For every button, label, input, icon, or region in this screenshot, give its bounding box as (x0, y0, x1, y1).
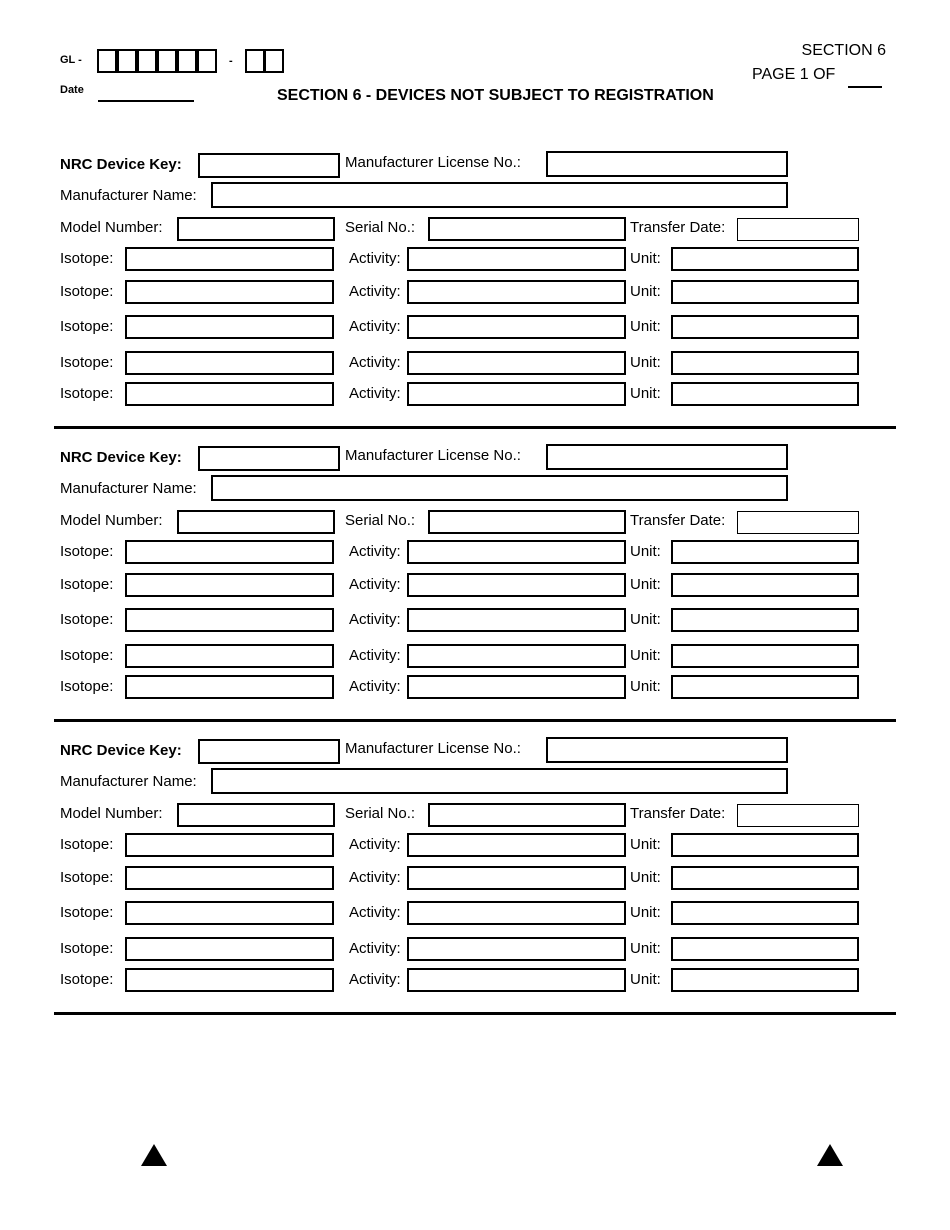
isotope-label: Isotope: (60, 250, 114, 267)
isotope-field[interactable] (125, 866, 334, 890)
date-label: Date (60, 84, 84, 96)
model-number-field[interactable] (177, 510, 335, 534)
isotope-label: Isotope: (60, 940, 114, 957)
isotope-label: Isotope: (60, 971, 114, 988)
triangle-up-icon (817, 1144, 843, 1166)
device-key-field[interactable] (198, 739, 340, 764)
device-key-label: NRC Device Key: (60, 156, 182, 173)
model-number-label: Model Number: (60, 805, 163, 822)
unit-label: Unit: (630, 647, 661, 664)
isotope-field[interactable] (125, 968, 334, 992)
isotope-label: Isotope: (60, 647, 114, 664)
model-number-field[interactable] (177, 217, 335, 241)
mfr-license-field[interactable] (546, 737, 788, 763)
unit-field[interactable] (671, 382, 859, 406)
activity-label: Activity: (349, 647, 401, 664)
activity-label: Activity: (349, 678, 401, 695)
mfr-name-field[interactable] (211, 475, 788, 501)
section-divider (54, 426, 896, 429)
unit-field[interactable] (671, 608, 859, 632)
activity-field[interactable] (407, 968, 626, 992)
unit-label: Unit: (630, 971, 661, 988)
unit-field[interactable] (671, 315, 859, 339)
unit-field[interactable] (671, 833, 859, 857)
mfr-license-label: Manufacturer License No.: (345, 154, 521, 171)
activity-label: Activity: (349, 318, 401, 335)
transfer-date-label: Transfer Date: (630, 805, 726, 822)
activity-field[interactable] (407, 247, 626, 271)
device-key-label: NRC Device Key: (60, 449, 182, 466)
isotope-label: Isotope: (60, 611, 114, 628)
activity-field[interactable] (407, 608, 626, 632)
activity-field[interactable] (407, 901, 626, 925)
isotope-label: Isotope: (60, 354, 114, 371)
mfr-name-field[interactable] (211, 182, 788, 208)
serial-number-field[interactable] (428, 510, 626, 534)
activity-label: Activity: (349, 385, 401, 402)
gl-dash: - (229, 55, 233, 67)
activity-label: Activity: (349, 250, 401, 267)
activity-field[interactable] (407, 280, 626, 304)
unit-label: Unit: (630, 904, 661, 921)
unit-label: Unit: (630, 611, 661, 628)
activity-label: Activity: (349, 283, 401, 300)
activity-label: Activity: (349, 904, 401, 921)
isotope-label: Isotope: (60, 385, 114, 402)
triangle-up-icon (141, 1144, 167, 1166)
isotope-label: Isotope: (60, 543, 114, 560)
isotope-field[interactable] (125, 937, 334, 961)
date-field[interactable] (98, 100, 194, 102)
unit-field[interactable] (671, 644, 859, 668)
isotope-field[interactable] (125, 382, 334, 406)
mfr-name-label: Manufacturer Name: (60, 187, 197, 204)
serial-number-field[interactable] (428, 803, 626, 827)
transfer-date-field[interactable] (737, 218, 859, 241)
transfer-date-label: Transfer Date: (630, 512, 726, 529)
activity-field[interactable] (407, 351, 626, 375)
activity-label: Activity: (349, 543, 401, 560)
isotope-label: Isotope: (60, 678, 114, 695)
isotope-field[interactable] (125, 675, 334, 699)
activity-field[interactable] (407, 833, 626, 857)
model-number-label: Model Number: (60, 219, 163, 236)
mfr-license-field[interactable] (546, 444, 788, 470)
isotope-field[interactable] (125, 351, 334, 375)
activity-label: Activity: (349, 869, 401, 886)
isotope-label: Isotope: (60, 869, 114, 886)
serial-number-label: Serial No.: (345, 219, 416, 236)
mfr-name-field[interactable] (211, 768, 788, 794)
mfr-name-label: Manufacturer Name: (60, 773, 197, 790)
device-key-field[interactable] (198, 446, 340, 471)
activity-field[interactable] (407, 382, 626, 406)
activity-field[interactable] (407, 315, 626, 339)
transfer-date-field[interactable] (737, 804, 859, 827)
activity-label: Activity: (349, 971, 401, 988)
activity-label: Activity: (349, 836, 401, 853)
serial-number-label: Serial No.: (345, 805, 416, 822)
activity-label: Activity: (349, 611, 401, 628)
unit-label: Unit: (630, 869, 661, 886)
activity-field[interactable] (407, 540, 626, 564)
isotope-label: Isotope: (60, 576, 114, 593)
activity-label: Activity: (349, 354, 401, 371)
serial-number-label: Serial No.: (345, 512, 416, 529)
unit-field[interactable] (671, 573, 859, 597)
unit-field[interactable] (671, 351, 859, 375)
serial-number-field[interactable] (428, 217, 626, 241)
page-label: PAGE 1 OF (752, 66, 836, 83)
unit-label: Unit: (630, 283, 661, 300)
unit-field[interactable] (671, 280, 859, 304)
isotope-label: Isotope: (60, 318, 114, 335)
activity-label: Activity: (349, 940, 401, 957)
mfr-license-label: Manufacturer License No.: (345, 447, 521, 464)
unit-label: Unit: (630, 678, 661, 695)
mfr-name-label: Manufacturer Name: (60, 480, 197, 497)
unit-label: Unit: (630, 385, 661, 402)
isotope-field[interactable] (125, 315, 334, 339)
isotope-field[interactable] (125, 280, 334, 304)
model-number-field[interactable] (177, 803, 335, 827)
page-title: SECTION 6 - DEVICES NOT SUBJECT TO REGISTRATION (277, 87, 714, 104)
isotope-field[interactable] (125, 644, 334, 668)
page-total-field[interactable] (848, 86, 882, 88)
unit-label: Unit: (630, 940, 661, 957)
section-divider (54, 719, 896, 722)
isotope-field[interactable] (125, 540, 334, 564)
activity-field[interactable] (407, 675, 626, 699)
unit-label: Unit: (630, 354, 661, 371)
unit-field[interactable] (671, 675, 859, 699)
isotope-label: Isotope: (60, 836, 114, 853)
section-divider (54, 1012, 896, 1015)
unit-label: Unit: (630, 250, 661, 267)
device-key-field[interactable] (198, 153, 340, 178)
gl-label: GL - (60, 54, 82, 66)
isotope-field[interactable] (125, 247, 334, 271)
activity-field[interactable] (407, 573, 626, 597)
unit-label: Unit: (630, 576, 661, 593)
unit-label: Unit: (630, 543, 661, 560)
unit-field[interactable] (671, 247, 859, 271)
transfer-date-field[interactable] (737, 511, 859, 534)
unit-field[interactable] (671, 866, 859, 890)
activity-field[interactable] (407, 937, 626, 961)
unit-field[interactable] (671, 968, 859, 992)
unit-field[interactable] (671, 540, 859, 564)
model-number-label: Model Number: (60, 512, 163, 529)
mfr-license-label: Manufacturer License No.: (345, 740, 521, 757)
unit-field[interactable] (671, 901, 859, 925)
unit-field[interactable] (671, 937, 859, 961)
isotope-field[interactable] (125, 833, 334, 857)
isotope-field[interactable] (125, 901, 334, 925)
unit-label: Unit: (630, 836, 661, 853)
activity-field[interactable] (407, 644, 626, 668)
isotope-label: Isotope: (60, 283, 114, 300)
isotope-field[interactable] (125, 573, 334, 597)
unit-label: Unit: (630, 318, 661, 335)
isotope-label: Isotope: (60, 904, 114, 921)
isotope-field[interactable] (125, 608, 334, 632)
activity-label: Activity: (349, 576, 401, 593)
section-label: SECTION 6 (801, 42, 886, 59)
transfer-date-label: Transfer Date: (630, 219, 726, 236)
activity-field[interactable] (407, 866, 626, 890)
mfr-license-field[interactable] (546, 151, 788, 177)
device-key-label: NRC Device Key: (60, 742, 182, 759)
